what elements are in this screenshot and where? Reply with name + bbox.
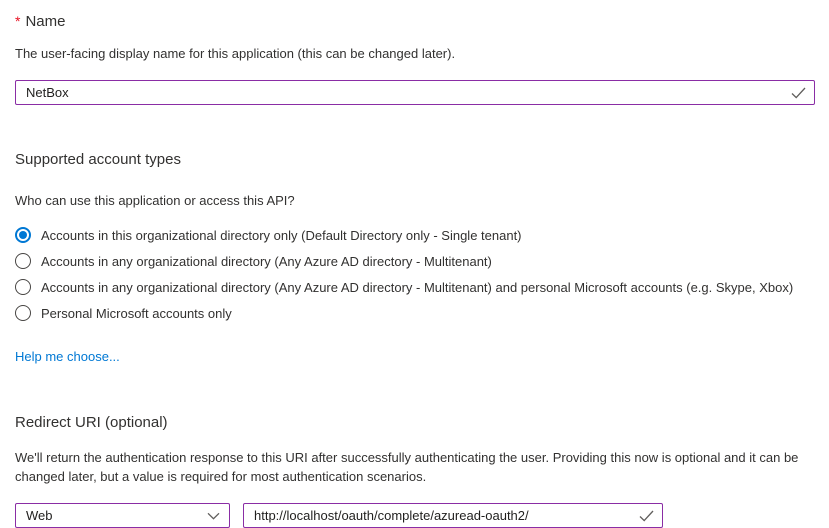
- name-section-title: [15, 11, 815, 32]
- account-types-question: Who can use this application or access this API?: [15, 193, 295, 208]
- redirect-uri-description: We'll return the authentication response to this URI after successfully authenticating the user. Providing this now is optional and it can be changed later, but a value is required for most authentication scenarios.: [15, 450, 799, 484]
- radio-option-label: Accounts in this organizational directory only (Default Directory only - Single tenant): [41, 227, 522, 243]
- redirect-uri-title: Redirect URI (optional): [15, 414, 168, 431]
- radio-button-icon[interactable]: [15, 227, 31, 243]
- redirect-uri-section: [15, 412, 815, 528]
- radio-option-multitenant[interactable]: [15, 248, 815, 274]
- name-input[interactable]: [15, 80, 815, 105]
- account-types-title: Supported account types: [15, 151, 181, 168]
- radio-option-label: Personal Microsoft accounts only: [41, 305, 232, 321]
- radio-option-multitenant-personal[interactable]: [15, 274, 815, 300]
- account-types-radio-group: [15, 222, 815, 326]
- radio-option-personal-only[interactable]: [15, 300, 815, 326]
- platform-select-value: Web: [26, 508, 53, 523]
- radio-button-icon[interactable]: [15, 253, 31, 269]
- name-description: The user-facing display name for this application (this can be changed later).: [15, 46, 456, 61]
- help-me-choose-link[interactable]: Help me choose...: [15, 349, 120, 364]
- name-input-wrap: [15, 80, 815, 105]
- account-types-section: [15, 149, 815, 366]
- required-asterisk: *: [15, 13, 21, 29]
- radio-option-label: Accounts in any organizational directory (Any Azure AD directory - Multitenant): [41, 253, 492, 269]
- radio-option-label: Accounts in any organizational directory (Any Azure AD directory - Multitenant) and personal Microsoft accounts (e.g. Skype, Xbox): [41, 279, 794, 295]
- radio-button-icon[interactable]: [15, 305, 31, 321]
- name-section-title-text: Name: [25, 13, 66, 30]
- radio-option-single-tenant[interactable]: [15, 222, 815, 248]
- name-section: [15, 11, 815, 105]
- check-icon: [791, 87, 806, 99]
- radio-button-icon[interactable]: [15, 279, 31, 295]
